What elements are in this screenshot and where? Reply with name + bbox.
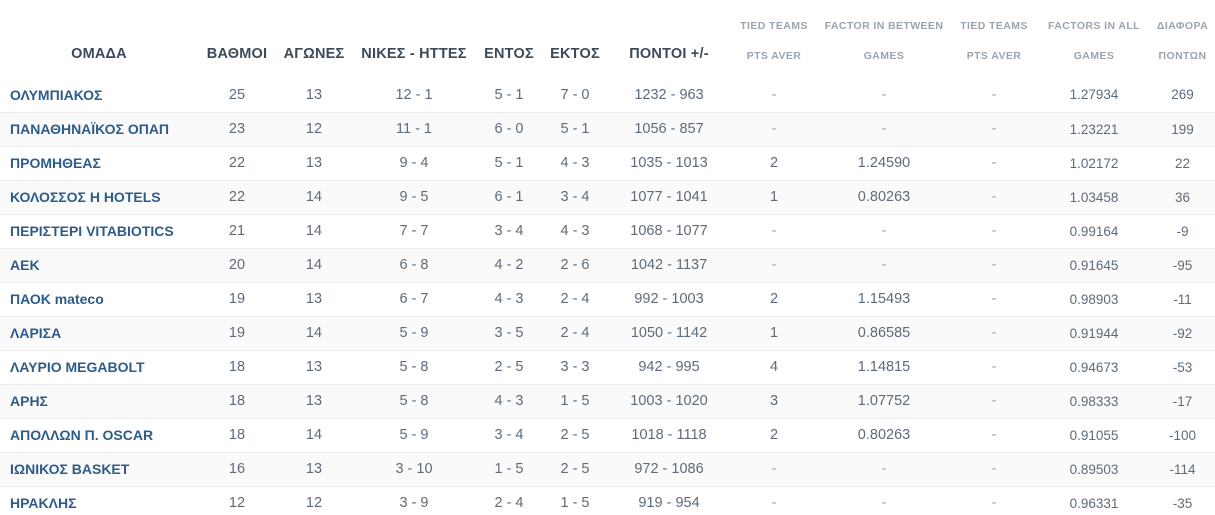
tied-teams-pts-aver-value: - xyxy=(771,495,777,511)
points-value: 18 xyxy=(228,359,246,375)
tied-teams-pts-aver-2-value: - xyxy=(991,291,997,307)
home-record-value: 4 - 2 xyxy=(494,257,524,273)
tied-teams-pts-aver-2-value: - xyxy=(991,86,997,103)
table-row[interactable] xyxy=(0,452,1215,486)
table-row[interactable] xyxy=(0,418,1215,452)
tied-teams-pts-aver-value: 3 xyxy=(769,393,779,409)
tied-teams-pts-aver-2-value: - xyxy=(991,461,997,477)
points-value: 12 xyxy=(228,495,246,511)
games-value: 13 xyxy=(305,291,323,307)
points-value: 18 xyxy=(228,393,246,409)
home-record-value: 1 - 5 xyxy=(494,461,524,477)
table-row[interactable] xyxy=(0,486,1215,515)
away-record-value: 5 - 1 xyxy=(560,121,590,137)
points-for-against-value: 1018 - 1118 xyxy=(631,427,707,443)
wins-losses-value: 6 - 7 xyxy=(399,291,429,307)
column-header-away-label: ΕΚΤΟΣ xyxy=(550,46,600,62)
tied-teams-pts-aver-value: 1 xyxy=(769,325,779,341)
team-name[interactable]: ΟΛΥΜΠΙΑΚΟΣ xyxy=(10,86,103,103)
team-name[interactable]: ΑΡΗΣ xyxy=(10,393,48,409)
column-header-points-label: ΒΑΘΜΟΙ xyxy=(206,46,268,62)
wins-losses-value: 5 - 9 xyxy=(399,427,429,443)
table-header xyxy=(0,0,1215,78)
tied-teams-pts-aver-2-value: - xyxy=(991,189,997,205)
factor-in-between-games-value: - xyxy=(881,86,887,103)
games-value: 12 xyxy=(305,121,323,137)
difference-points-value: 22 xyxy=(1174,155,1191,171)
tied-teams-pts-aver-value: - xyxy=(771,223,777,239)
games-value: 13 xyxy=(305,86,323,103)
difference-points-value: -9 xyxy=(1176,223,1189,239)
home-record-value: 3 - 4 xyxy=(494,223,524,239)
team-name[interactable]: ΠΡΟΜΗΘΕΑΣ xyxy=(10,155,101,171)
points-for-against-value: 1042 - 1137 xyxy=(630,257,708,273)
tied-teams-pts-aver-value: - xyxy=(771,461,777,477)
tied-teams-pts-aver-2-value: - xyxy=(991,121,997,137)
factors-in-all-games-value: 1.23221 xyxy=(1069,121,1119,137)
wins-losses-value: 6 - 8 xyxy=(399,257,429,273)
team-name[interactable]: ΗΡΑΚΛΗΣ xyxy=(10,495,77,511)
team-name[interactable]: ΠΑΟΚ mateco xyxy=(10,291,104,307)
table-row[interactable] xyxy=(0,248,1215,282)
column-header-difference-points[interactable] xyxy=(1150,0,1215,78)
home-record-value: 5 - 1 xyxy=(494,86,524,103)
tied-teams-pts-aver-value: 4 xyxy=(769,359,779,375)
tied-teams-pts-aver-value: 2 xyxy=(769,155,779,171)
tied-teams-pts-aver-value: - xyxy=(771,86,777,103)
points-for-against-value: 942 - 995 xyxy=(638,359,700,375)
table-row[interactable] xyxy=(0,350,1215,384)
column-header-factors-in-all-label: FACTORS IN ALL xyxy=(1048,20,1140,32)
away-record-value: 3 - 4 xyxy=(560,189,590,205)
home-record-value: 3 - 4 xyxy=(494,427,524,443)
column-header-pts-aver-label: PTS AVER xyxy=(746,50,802,62)
wins-losses-value: 11 - 1 xyxy=(395,121,432,137)
team-name[interactable]: ΑΕΚ xyxy=(10,257,40,273)
factors-in-all-games-value: 1.03458 xyxy=(1069,189,1119,205)
team-name[interactable]: ΠΑΝΑΘΗΝΑΪΚΟΣ ΟΠΑΠ xyxy=(10,121,170,137)
home-record-value: 5 - 1 xyxy=(494,155,524,171)
wins-losses-value: 5 - 9 xyxy=(399,325,429,341)
games-value: 14 xyxy=(305,223,323,239)
home-record-value: 6 - 0 xyxy=(494,121,524,137)
games-value: 14 xyxy=(305,325,323,341)
column-header-team-label: ΟΜΑΔΑ xyxy=(71,46,127,62)
factors-in-all-games-value: 1.27934 xyxy=(1069,87,1119,103)
away-record-value: 2 - 6 xyxy=(560,257,590,273)
points-value: 19 xyxy=(228,291,246,307)
difference-points-value: -53 xyxy=(1172,359,1193,375)
games-value: 13 xyxy=(305,393,323,409)
factor-in-between-games-value: - xyxy=(881,121,887,137)
column-header-tied-teams-2-label: TIED TEAMS xyxy=(960,20,1028,32)
points-for-against-value: 972 - 1086 xyxy=(634,461,704,477)
wins-losses-value: 12 - 1 xyxy=(395,86,433,103)
difference-points-value: -95 xyxy=(1172,257,1193,273)
column-header-factor-in-between-games[interactable] xyxy=(818,0,950,78)
tied-teams-pts-aver-2-value: - xyxy=(991,359,997,375)
team-name[interactable]: ΛΑΡΙΣΑ xyxy=(10,325,62,341)
home-record-value: 6 - 1 xyxy=(494,189,524,205)
column-header-wins-losses[interactable] xyxy=(352,0,476,78)
team-name[interactable]: ΚΟΛΟΣΣΟΣ Η HOTELS xyxy=(10,189,161,205)
wins-losses-value: 9 - 4 xyxy=(399,155,429,171)
points-for-against-value: 992 - 1003 xyxy=(634,291,704,307)
factor-in-between-games-value: 0.86585 xyxy=(857,325,911,341)
away-record-value: 2 - 4 xyxy=(560,291,590,307)
factors-in-all-games-value: 0.91944 xyxy=(1069,325,1119,341)
games-value: 13 xyxy=(305,359,323,375)
column-header-points[interactable] xyxy=(198,0,276,78)
column-header-factors-in-all-games[interactable] xyxy=(1038,0,1150,78)
points-value: 22 xyxy=(228,155,246,171)
difference-points-value: 269 xyxy=(1171,87,1194,103)
points-for-against-value: 1056 - 857 xyxy=(634,121,704,137)
factors-in-all-games-value: 0.99164 xyxy=(1069,223,1119,239)
factors-in-all-games-value: 0.98333 xyxy=(1069,393,1119,409)
points-for-against-value: 1050 - 1142 xyxy=(630,325,708,341)
factors-in-all-games-value: 0.96331 xyxy=(1069,495,1119,511)
table-row[interactable] xyxy=(0,214,1215,248)
points-value: 23 xyxy=(228,121,246,137)
away-record-value: 4 - 3 xyxy=(560,223,590,239)
away-record-value: 3 - 3 xyxy=(560,359,590,375)
tied-teams-pts-aver-2-value: - xyxy=(991,223,997,239)
table-row[interactable] xyxy=(0,78,1215,112)
wins-losses-value: 5 - 8 xyxy=(399,359,429,375)
team-name[interactable]: ΙΩΝΙΚΟΣ BASKET xyxy=(10,461,130,477)
games-value: 12 xyxy=(305,495,323,511)
tied-teams-pts-aver-value: 2 xyxy=(769,427,779,443)
factors-in-all-games-value: 0.98903 xyxy=(1069,291,1119,307)
column-header-points-for-against[interactable] xyxy=(608,0,730,78)
column-header-tied-teams-pts-aver-2[interactable] xyxy=(950,0,1038,78)
factor-in-between-games-value: 1.15493 xyxy=(857,291,911,307)
column-header-points-for-against-label: ΠΟΝΤΟΙ +/- xyxy=(629,46,709,62)
table-row[interactable] xyxy=(0,316,1215,350)
column-header-difference-label: ΔΙΑΦΟΡΑ xyxy=(1156,20,1209,32)
column-header-tied-teams-label: TIED TEAMS xyxy=(740,20,808,32)
column-header-away[interactable] xyxy=(542,0,608,78)
points-for-against-value: 1232 - 963 xyxy=(634,86,704,103)
column-header-home-label: ΕΝΤΟΣ xyxy=(484,46,534,62)
away-record-value: 1 - 5 xyxy=(560,393,590,409)
games-value: 14 xyxy=(305,257,323,273)
home-record-value: 3 - 5 xyxy=(494,325,524,341)
away-record-value: 1 - 5 xyxy=(560,495,590,511)
factor-in-between-games-value: 1.14815 xyxy=(857,359,911,375)
column-header-points-sub-label: ΠΟΝΤΩΝ xyxy=(1158,50,1207,62)
team-name[interactable]: ΛΑΥΡΙΟ MEGABOLT xyxy=(10,359,145,375)
difference-points-value: 199 xyxy=(1171,121,1194,137)
column-header-pts-aver-2-label: PTS AVER xyxy=(966,50,1022,62)
factors-in-all-games-value: 0.91645 xyxy=(1069,257,1119,273)
factor-in-between-games-value: 1.24590 xyxy=(857,155,911,171)
points-for-against-value: 1003 - 1020 xyxy=(630,393,708,409)
difference-points-value: -100 xyxy=(1168,427,1197,443)
games-value: 13 xyxy=(305,155,323,171)
table-body xyxy=(0,78,1215,515)
games-value: 13 xyxy=(305,461,323,477)
factor-in-between-games-value: 1.07752 xyxy=(857,393,911,409)
wins-losses-value: 7 - 7 xyxy=(399,223,429,239)
column-header-games-sub-label: GAMES xyxy=(863,50,905,62)
wins-losses-value: 5 - 8 xyxy=(399,393,429,409)
tied-teams-pts-aver-2-value: - xyxy=(991,155,997,171)
difference-points-value: -35 xyxy=(1172,495,1193,511)
tied-teams-pts-aver-2-value: - xyxy=(991,257,997,273)
table-row[interactable] xyxy=(0,282,1215,316)
table-row[interactable] xyxy=(0,180,1215,214)
column-header-games[interactable] xyxy=(276,0,352,78)
tied-teams-pts-aver-value: - xyxy=(771,257,777,273)
points-value: 21 xyxy=(228,223,246,239)
table-row[interactable] xyxy=(0,146,1215,180)
tied-teams-pts-aver-2-value: - xyxy=(991,393,997,409)
away-record-value: 2 - 5 xyxy=(560,427,590,443)
points-for-against-value: 1068 - 1077 xyxy=(630,223,708,239)
wins-losses-value: 3 - 9 xyxy=(399,495,429,511)
games-value: 14 xyxy=(305,189,323,205)
team-name[interactable]: ΑΠΟΛΛΩΝ Π. OSCAR xyxy=(10,427,154,443)
factor-in-between-games-value: - xyxy=(881,495,887,511)
points-for-against-value: 919 - 954 xyxy=(638,495,700,511)
table-row[interactable] xyxy=(0,384,1215,418)
tied-teams-pts-aver-2-value: - xyxy=(991,495,997,511)
points-value: 25 xyxy=(228,86,246,103)
points-value: 19 xyxy=(228,325,246,341)
games-value: 14 xyxy=(305,427,323,443)
factor-in-between-games-value: - xyxy=(881,257,887,273)
home-record-value: 4 - 3 xyxy=(494,393,524,409)
factors-in-all-games-value: 0.91055 xyxy=(1069,427,1119,443)
column-header-factor-in-between-label: FACTOR IN BETWEEN xyxy=(824,20,944,32)
home-record-value: 2 - 4 xyxy=(494,495,524,511)
tied-teams-pts-aver-2-value: - xyxy=(991,325,997,341)
difference-points-value: -92 xyxy=(1172,325,1193,341)
column-header-wins-losses-label: ΝΙΚΕΣ - ΗΤΤΕΣ xyxy=(361,46,467,62)
factor-in-between-games-value: 0.80263 xyxy=(857,427,911,443)
away-record-value: 2 - 5 xyxy=(560,461,590,477)
points-value: 18 xyxy=(228,427,246,443)
factors-in-all-games-value: 0.89503 xyxy=(1069,461,1119,477)
column-header-games-label: ΑΓΩΝΕΣ xyxy=(283,46,345,62)
tied-teams-pts-aver-value: 1 xyxy=(769,189,779,205)
column-header-tied-teams-pts-aver[interactable] xyxy=(730,0,818,78)
column-header-home[interactable] xyxy=(476,0,542,78)
column-header-team[interactable] xyxy=(0,0,198,78)
team-name[interactable]: ΠΕΡΙΣΤΕΡΙ VITABIOTICS xyxy=(10,223,174,239)
points-for-against-value: 1077 - 1041 xyxy=(630,189,708,205)
factor-in-between-games-value: 0.80263 xyxy=(857,189,911,205)
difference-points-value: -17 xyxy=(1172,393,1193,409)
factors-in-all-games-value: 1.02172 xyxy=(1069,155,1119,171)
factor-in-between-games-value: - xyxy=(881,461,887,477)
tied-teams-pts-aver-2-value: - xyxy=(991,427,997,443)
points-value: 16 xyxy=(228,461,246,477)
factor-in-between-games-value: - xyxy=(881,223,887,239)
away-record-value: 7 - 0 xyxy=(560,86,590,103)
wins-losses-value: 3 - 10 xyxy=(395,461,433,477)
tied-teams-pts-aver-value: 2 xyxy=(769,291,779,307)
home-record-value: 2 - 5 xyxy=(494,359,524,375)
tied-teams-pts-aver-value: - xyxy=(771,121,777,137)
table-row[interactable] xyxy=(0,112,1215,146)
points-value: 20 xyxy=(228,257,246,273)
wins-losses-value: 9 - 5 xyxy=(399,189,429,205)
factors-in-all-games-value: 0.94673 xyxy=(1069,359,1119,375)
points-for-against-value: 1035 - 1013 xyxy=(630,155,708,171)
difference-points-value: 36 xyxy=(1174,189,1191,205)
column-header-games-all-label: GAMES xyxy=(1073,50,1115,62)
difference-points-value: -11 xyxy=(1173,291,1192,307)
points-value: 22 xyxy=(228,189,246,205)
home-record-value: 4 - 3 xyxy=(494,291,524,307)
away-record-value: 4 - 3 xyxy=(560,155,590,171)
difference-points-value: -114 xyxy=(1169,461,1196,477)
away-record-value: 2 - 4 xyxy=(560,325,590,341)
